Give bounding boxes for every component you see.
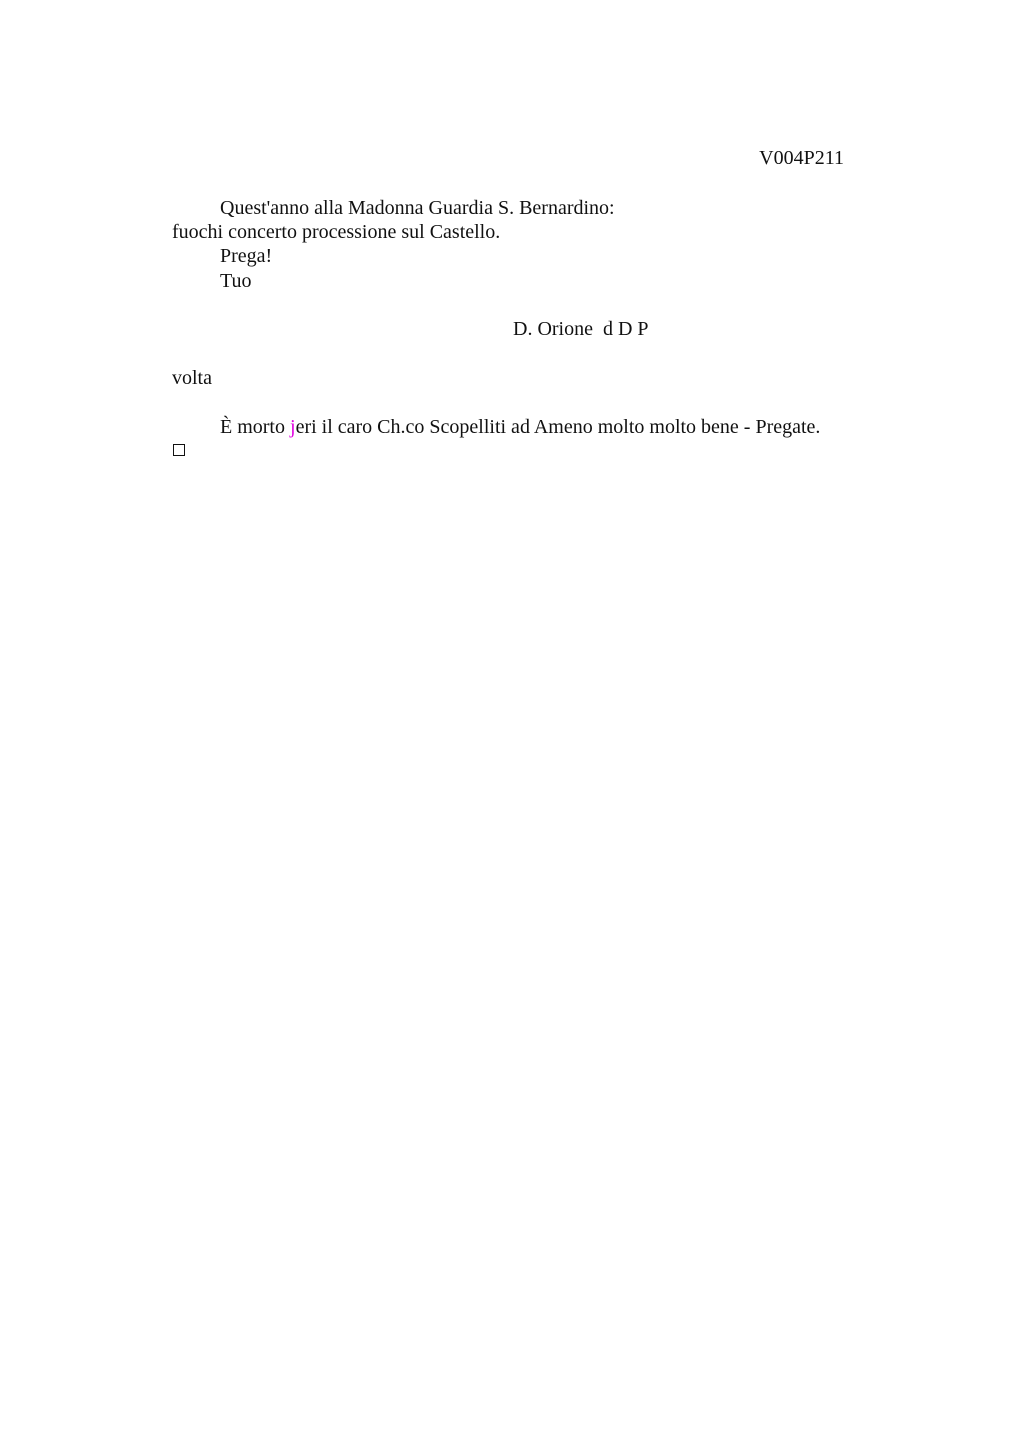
signature: D. Orione d D P	[513, 318, 649, 340]
empty-checkbox-square	[173, 444, 185, 456]
volta-note: volta	[172, 367, 212, 389]
paragraph-2: Prega!	[220, 245, 273, 267]
postscript-text-after: eri il caro Ch.co Scopelliti ad Ameno molto molto bene - Pregate.	[295, 416, 821, 438]
postscript	[220, 415, 820, 439]
postscript-text-before: È morto	[220, 416, 290, 438]
paragraph-1-line-1: Quest'anno alla Madonna Guardia S. Bernardino:	[220, 197, 615, 219]
postscript-highlighted-letter: j	[290, 416, 296, 438]
page-identifier: V004P211	[759, 147, 844, 169]
paragraph-1-line-2: fuochi concerto processione sul Castello.	[172, 221, 501, 243]
paragraph-3: Tuo	[220, 270, 252, 292]
